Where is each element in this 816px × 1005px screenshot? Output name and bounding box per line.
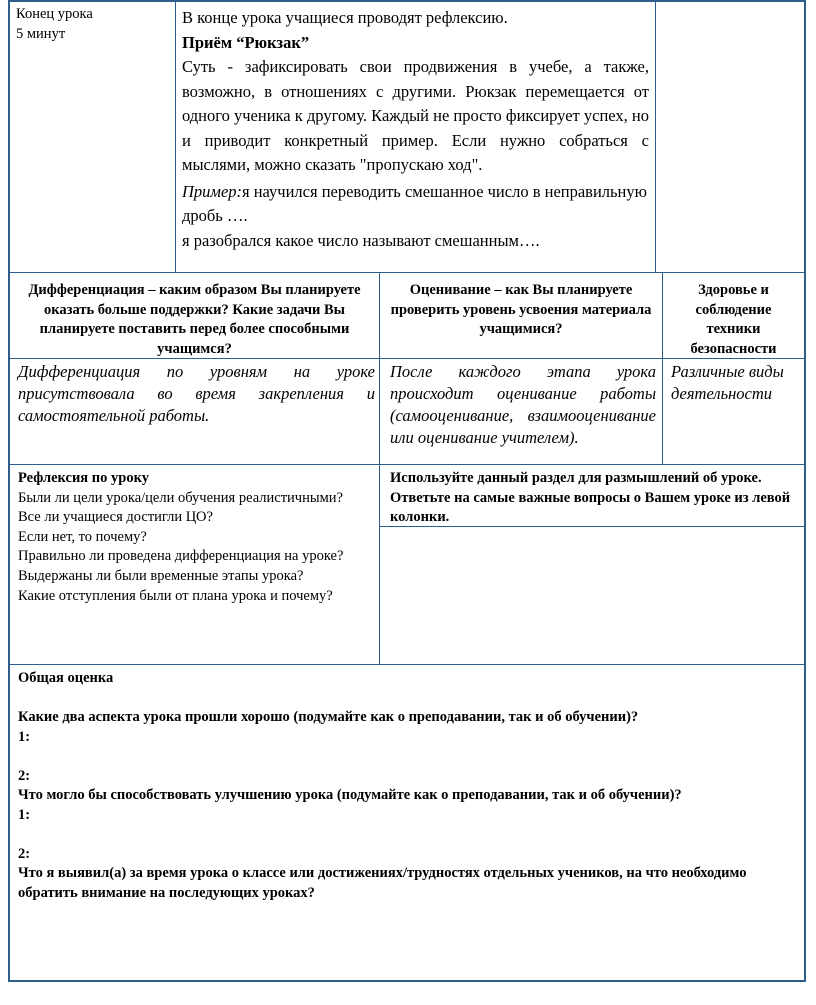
reflection-q5: Выдержаны ли были временные этапы урока?: [18, 567, 304, 584]
assessment-header: [379, 272, 662, 358]
reflection-q3: Если нет, то почему?: [18, 528, 147, 545]
reflection-q4: Правильно ли проведена дифференциация на уроке?: [18, 548, 344, 565]
overall-improve-1: 1:: [18, 806, 31, 823]
overall-good-1: 1:: [18, 728, 31, 745]
stage-title: Конец урока: [16, 6, 93, 22]
overall-assessment: [10, 664, 804, 980]
example-label: Пример:: [182, 181, 243, 201]
health-answer: Различные виды деятельности: [662, 358, 804, 464]
reflection-notes-area: [379, 526, 804, 664]
lesson-plan-table: [8, 0, 806, 982]
reflection-title: Рефлексия по уроку: [18, 470, 149, 486]
stage-cell: [16, 4, 174, 270]
assessment-answer: После каждого этапа урока происходит оценивание работы (самооценивание, взаимооценивание или оценивание учителем).: [379, 358, 662, 464]
overall-improve-2: 2:: [18, 845, 31, 862]
differentiation-answer: Дифференциация по уровням на уроке присутствовала во время закрепления и самостоятельной работы.: [10, 358, 379, 464]
overall-good-2: 2:: [18, 767, 31, 784]
technique-description: Суть - зафиксировать свои продвижения в учебе, а также, возможно, в отношениях с другими. Рюкзак перемещается от одного ученика к другому. Каждый не просто фиксирует успех, но и приводит конкретный пример. Если нужно собраться с мыслями, можно сказать "пропускаю ход".: [182, 57, 649, 174]
differentiation-header-text: Дифференциация – каким образом Вы планируете оказать больше поддержки? Какие задачи Вы планируете поставить перед более способными учащимся?: [28, 282, 361, 357]
reflection-q2: Все ли учащиеся достигли ЦО?: [18, 509, 213, 526]
example-line-1: [182, 180, 649, 229]
reflection-questions: [10, 464, 379, 664]
health-header: [662, 272, 804, 358]
overall-q-learned: Что я выявил(а) за время урока о классе или достижениях/трудностях отдельных учеников, на что необходимо обратить внимание на последующих уроках?: [18, 865, 747, 901]
activity-intro: В конце урока учащиеся проводят рефлексию.: [182, 8, 508, 27]
differentiation-header: [10, 272, 379, 358]
overall-title: Общая оценка: [18, 670, 114, 686]
resources-cell: [655, 2, 804, 272]
stage-time: 5 минут: [16, 26, 66, 42]
technique-title: Приём “Рюкзак”: [182, 32, 310, 52]
health-header-text: Здоровье и соблюдение техники безопасности: [690, 282, 777, 357]
reflection-q1: Были ли цели урока/цели обучения реалистичными?: [18, 489, 343, 506]
overall-q-good: Какие два аспекта урока прошли хорошо (подумайте как о преподавании, так и об обучении)?: [18, 709, 639, 725]
overall-q-improve: Что могло бы способствовать улучшению урока (подумайте как о преподавании, так и об обучении)?: [18, 787, 682, 803]
activity-cell: [175, 2, 655, 272]
assessment-header-text: Оценивание – как Вы планируете проверить уровень усвоения материала учащимися?: [390, 282, 652, 337]
reflection-q6: Какие отступления были от плана урока и почему?: [18, 587, 333, 604]
example-text: я научился переводить смешанное число в неправильную дробь ….: [182, 181, 647, 225]
reflection-instruction: Используйте данный раздел для размышлений об уроке. Ответьте на самые важные вопросы о Вашем уроке из левой колонки.: [379, 464, 804, 526]
example-line-2: я разобрался какое число называют смешанным….: [182, 230, 540, 250]
